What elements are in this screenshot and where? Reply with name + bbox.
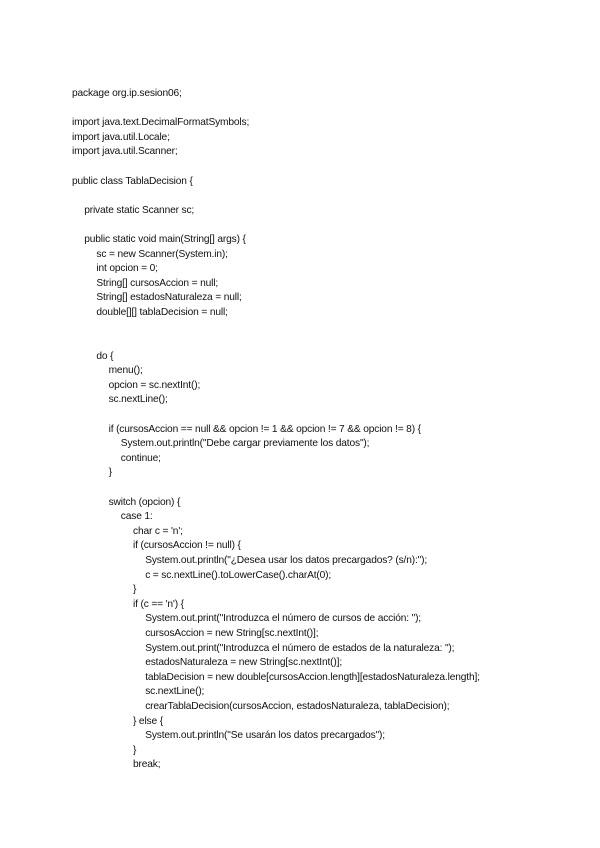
blank-line [72, 321, 592, 336]
code-line: case 1: [120, 511, 153, 523]
blank-line [72, 218, 592, 233]
code-line: break; [133, 759, 161, 771]
code-line: System.out.println("Debe cargar previamente los datos"); [120, 438, 370, 450]
blank-line [72, 189, 592, 204]
code-line: continue; [120, 452, 161, 464]
code-line: public static void main(String[] args) { [84, 233, 246, 245]
code-line: System.out.print("Introduzca el número de estados de la naturaleza: "); [145, 642, 455, 654]
code-line: import java.text.DecimalFormatSymbols; [72, 117, 250, 129]
code-line: String[] cursosAccion = null; [96, 277, 219, 289]
code-line: } [133, 744, 137, 756]
code-line: } [133, 584, 137, 596]
code-line: double[][] tablaDecision = null; [96, 306, 228, 318]
blank-line [72, 408, 592, 423]
code-line: System.out.println("¿Desea usar los datos precargados? (s/n):"); [145, 555, 428, 566]
code-line: if (c == 'n') { [133, 598, 184, 610]
code-line: import java.util.Locale; [72, 131, 170, 143]
code-line: import java.util.Scanner; [72, 146, 178, 158]
code-line: if (cursosAccion == null && opcion != 1 && opcion != 7 && opcion != 8) { [108, 423, 421, 435]
code-line: opcion = sc.nextInt(); [108, 379, 201, 391]
code-line: String[] estadosNaturaleza = null; [96, 292, 242, 304]
code-line: private static Scanner sc; [84, 204, 195, 216]
code-line: c = sc.nextLine().toLowerCase().charAt(0); [145, 569, 332, 581]
code-line: int opcion = 0; [96, 263, 158, 275]
code-line: tablaDecision = new double[cursosAccion.length][estadosNaturaleza.length]; [145, 671, 480, 683]
blank-line [72, 335, 592, 350]
code-line: menu(); [108, 365, 143, 377]
code-line: crearTablaDecision(cursosAccion, estadosNaturaleza, tablaDecision); [145, 700, 450, 712]
code-line: sc = new Scanner(System.in); [96, 248, 228, 260]
blank-line [72, 102, 592, 117]
code-line: sc.nextLine(); [108, 394, 168, 406]
code-line: char c = 'n'; [133, 525, 183, 537]
code-listing [72, 87, 592, 773]
code-line: cursosAccion = new String[sc.nextInt()]; [145, 627, 319, 639]
code-line: switch (opcion) { [108, 496, 181, 508]
blank-line [72, 481, 592, 496]
code-line: public class TablaDecision { [72, 175, 193, 187]
code-line: do { [96, 350, 114, 362]
code-line: System.out.println("Se usarán los datos precargados"); [145, 730, 385, 742]
code-line: System.out.print("Introduzca el número de cursos de acción: "); [145, 613, 421, 625]
code-line: sc.nextLine(); [145, 686, 205, 698]
blank-line [72, 160, 592, 175]
code-line: package org.ip.sesion06; [72, 88, 182, 99]
code-line: } else { [133, 715, 163, 727]
code-line: estadosNaturaleza = new String[sc.nextInt()]; [145, 657, 343, 669]
code-line: } [108, 467, 112, 479]
code-line: if (cursosAccion != null) { [133, 540, 241, 552]
